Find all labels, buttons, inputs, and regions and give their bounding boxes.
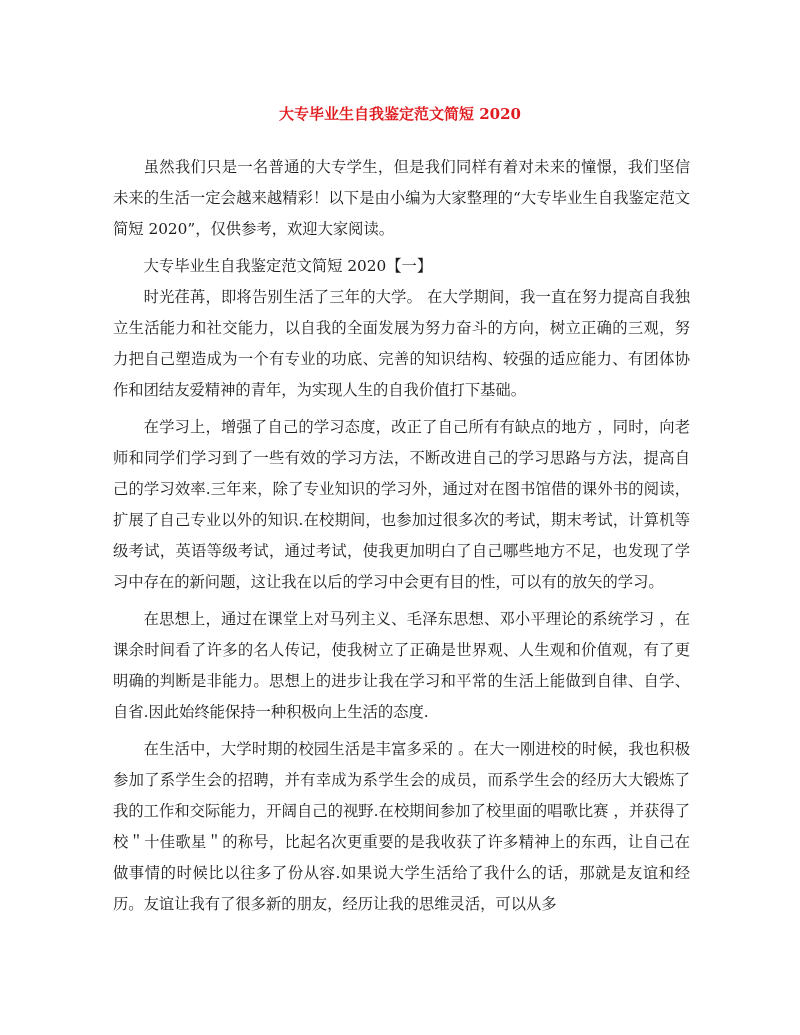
document-body [113, 152, 690, 926]
paragraph-intro-reflection: 时光荏苒，即将告别生活了三年的大学。 在大学期间，我一直在努力提高自我独立生活能力和社交能力，以自我的全面发展为努力奋斗的方向，树立正确的三观，努力把自己塑造成为一个有专业的功底、完善的知识结构、较强的适应能力、有团体协作和团结友爱精神的青年，为实现人生的自我价值打下基础。 [113, 288, 690, 399]
paragraph-study: 在学习上，增强了自己的学习态度，改正了自己所有有缺点的地方 ，同时，向老师和同学们学习到了一些有效的学习方法，不断改进自己的学习思路与方法，提高自己的学习效率.三年来，除了专业知识的学习外，通过对在图书馆借的课外书的阅读，扩展了自己专业以外的知识.在校期间，也参加过很多次的考试，期末考试，计算机等级考试，英语等级考试，通过考试，使我更加明白了自己哪些地方不足，也发现了学习中存在的新问题，这让我在以后的学习中会更有目的性，可以有的放矢的学习。 [113, 418, 690, 591]
document-title: 大专毕业生自我鉴定范文简短 2020 [279, 105, 521, 123]
section-heading: 大专毕业生自我鉴定范文简短 2020【一】 [143, 257, 433, 275]
paragraph-ideology: 在思想上，通过在课堂上对马列主义、毛泽东思想、邓小平理论的系统学习 ，在课余时间看了许多的名人传记，使我树立了正确是世界观、人生观和价值观，有了更明确的判断是非能力。思想上的进步让我在学习和平常的生活上能做到自律、自学、自省.因此始终能保持一种积极向上生活的态度. [113, 610, 690, 721]
paragraph-life: 在生活中，大学时期的校园生活是丰富多采的 。在大一刚进校的时候，我也积极参加了系学生会的招聘，并有幸成为系学生会的成员，而系学生会的经历大大锻炼了我的工作和交际能力，开阔自己的视野.在校期间参加了校里面的唱歌比赛 ，并获得了校＂十佳歌星＂的称号，比起名次更重要的是我收获了许多精神上的东西，让自己在做事情的时候比以往多了份从容.如果说大学生活给了我什么的话，那就是友谊和经历。友谊让我有了很多新的朋友，经历让我的思维灵活，可以从多 [113, 740, 690, 913]
intro-paragraph: 虽然我们只是一名普通的大专学生，但是我们同样有着对未来的憧憬，我们坚信未来的生活一定会越来越精彩！以下是由小编为大家整理的“大专毕业生自我鉴定范文简短 2020”，仅供参考，欢迎大家阅读。 [113, 158, 690, 238]
